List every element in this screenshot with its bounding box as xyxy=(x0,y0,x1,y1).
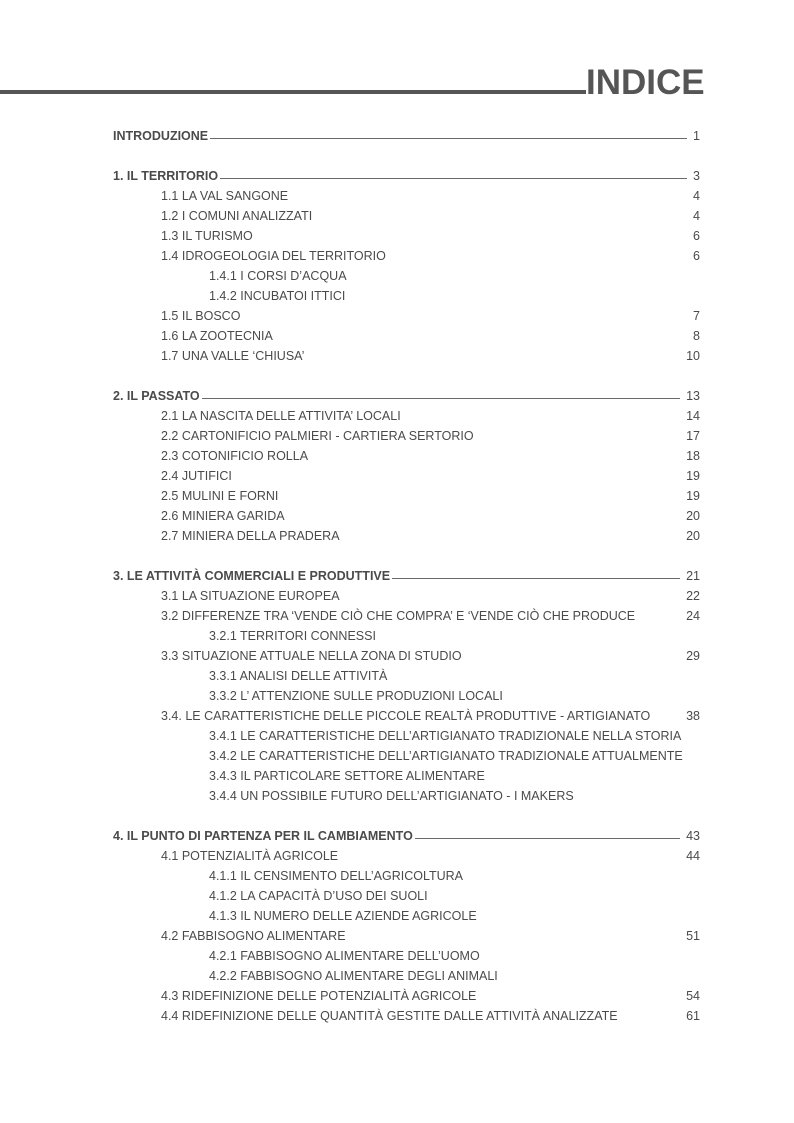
toc-entry-title: 3.3.2 L’ ATTENZIONE SULLE PRODUZIONI LOCALI xyxy=(209,689,503,703)
toc-entry-title: 2.7 MINIERA DELLA PRADERA xyxy=(161,529,340,543)
toc-entry-page: 43 xyxy=(686,829,700,843)
toc-entry-title: 1.4.2 INCUBATOI ITTICI xyxy=(209,289,346,303)
toc-entry-title: 2.6 MINIERA GARIDA xyxy=(161,509,285,523)
toc-section-entry[interactable] xyxy=(113,426,700,446)
toc-leader-line xyxy=(210,138,687,139)
toc-subsection-entry[interactable] xyxy=(113,666,700,686)
toc-subsection-entry[interactable] xyxy=(113,966,700,986)
toc-subsection-entry[interactable] xyxy=(113,766,700,786)
toc-entry-title: 4.1.1 IL CENSIMENTO DELL’AGRICOLTURA xyxy=(209,869,464,883)
toc-entry-title: 3.3 SITUAZIONE ATTUALE NELLA ZONA DI STUDIO xyxy=(161,649,462,663)
toc-section-entry[interactable] xyxy=(113,506,700,526)
toc-entry-title: 1.3 IL TURISMO xyxy=(161,229,253,243)
toc-subsection-entry[interactable] xyxy=(113,866,700,886)
toc-entry-page: 4 xyxy=(693,189,700,203)
toc-section-entry[interactable] xyxy=(113,586,700,606)
toc-entry-page: 38 xyxy=(686,709,700,723)
toc-leader-line xyxy=(202,398,680,399)
toc-chapter-entry[interactable] xyxy=(113,386,700,406)
toc-entry-page: 24 xyxy=(686,609,700,623)
toc-section-entry[interactable] xyxy=(113,246,700,266)
toc-entry-page: 61 xyxy=(686,1009,700,1023)
toc-subsection-entry[interactable] xyxy=(113,726,700,746)
toc-entry-page: 14 xyxy=(686,409,700,423)
toc-entry-page: 44 xyxy=(686,849,700,863)
toc-entry-page: 1 xyxy=(693,129,700,143)
toc-subsection-entry[interactable] xyxy=(113,946,700,966)
toc-entry-page: 20 xyxy=(686,509,700,523)
toc-section-entry[interactable] xyxy=(113,326,700,346)
toc-chapter-entry[interactable] xyxy=(113,566,700,586)
toc-entry-title: 4.1 POTENZIALITÀ AGRICOLE xyxy=(161,849,339,863)
toc-entry-title: 4.2.1 FABBISOGNO ALIMENTARE DELL’UOMO xyxy=(209,949,480,963)
toc-chapter-entry[interactable] xyxy=(113,826,700,846)
toc-section-entry[interactable] xyxy=(113,226,700,246)
toc-entry-page: 21 xyxy=(686,569,700,583)
toc-entry-page: 13 xyxy=(686,389,700,403)
toc-entry-title: 3.4.3 IL PARTICOLARE SETTORE ALIMENTARE xyxy=(209,769,485,783)
toc-entry-title: 3.4.1 LE CARATTERISTICHE DELL’ARTIGIANATO TRADIZIONALE NELLA STORIA xyxy=(209,729,682,743)
toc-entry-page: 19 xyxy=(686,469,700,483)
toc-leader-line xyxy=(220,178,687,179)
toc-section-entry[interactable] xyxy=(113,526,700,546)
toc-entry-title: 4. IL PUNTO DI PARTENZA PER IL CAMBIAMENTO xyxy=(113,829,413,843)
toc-entry-title: 1.6 LA ZOOTECNIA xyxy=(161,329,273,343)
toc-subsection-entry[interactable] xyxy=(113,286,700,306)
toc-leader-line xyxy=(415,838,680,839)
toc-section-entry[interactable] xyxy=(113,606,700,626)
toc-entry-title: 1. IL TERRITORIO xyxy=(113,169,219,183)
toc-entry-page: 19 xyxy=(686,489,700,503)
toc-chapter-entry[interactable] xyxy=(113,126,700,146)
toc-entry-title: 3.4. LE CARATTERISTICHE DELLE PICCOLE REALTÀ PRODUTTIVE - ARTIGIANATO xyxy=(161,709,651,723)
toc-entry-title: 4.1.2 LA CAPACITÀ D’USO DEI SUOLI xyxy=(209,889,428,903)
toc-entry-title: 1.7 UNA VALLE ‘CHIUSA’ xyxy=(161,349,305,363)
toc-entry-page: 51 xyxy=(686,929,700,943)
toc-entry-title: 2.2 CARTONIFICIO PALMIERI - CARTIERA SERTORIO xyxy=(161,429,474,443)
toc-section-entry[interactable] xyxy=(113,406,700,426)
toc-chapter-entry[interactable] xyxy=(113,166,700,186)
toc-section-entry[interactable] xyxy=(113,206,700,226)
toc-entry-title: 2.3 COTONIFICIO ROLLA xyxy=(161,449,309,463)
toc-subsection-entry[interactable] xyxy=(113,746,700,766)
title-rule xyxy=(0,90,586,94)
toc-entry-title: 3.2.1 TERRITORI CONNESSI xyxy=(209,629,376,643)
toc-entry-title: 3.4.4 UN POSSIBILE FUTURO DELL’ARTIGIANATO - I MAKERS xyxy=(209,789,574,803)
toc-subsection-entry[interactable] xyxy=(113,266,700,286)
toc-subsection-entry[interactable] xyxy=(113,906,700,926)
toc-section-entry[interactable] xyxy=(113,486,700,506)
toc-entry-title: 1.2 I COMUNI ANALIZZATI xyxy=(161,209,313,223)
toc-entry-title: 3.4.2 LE CARATTERISTICHE DELL’ARTIGIANATO TRADIZIONALE ATTUALMENTE xyxy=(209,749,683,763)
toc-section-entry[interactable] xyxy=(113,706,700,726)
toc-entry-page: 22 xyxy=(686,589,700,603)
toc-entry-title: 1.4.1 I CORSI D’ACQUA xyxy=(209,269,347,283)
toc-entry-page: 20 xyxy=(686,529,700,543)
toc-entry-title: 4.3 RIDEFINIZIONE DELLE POTENZIALITÀ AGRICOLE xyxy=(161,989,477,1003)
toc-entry-page: 4 xyxy=(693,209,700,223)
toc-section-entry[interactable] xyxy=(113,306,700,326)
page-title: INDICE xyxy=(586,63,705,102)
toc-entry-title: 2.5 MULINI E FORNI xyxy=(161,489,279,503)
toc-entry-title: INTRODUZIONE xyxy=(113,129,209,143)
toc-entry-title: 1.4 IDROGEOLOGIA DEL TERRITORIO xyxy=(161,249,386,263)
toc-entry-page: 18 xyxy=(686,449,700,463)
toc-entry-title: 2.4 JUTIFICI xyxy=(161,469,232,483)
toc-entry-page: 3 xyxy=(693,169,700,183)
toc-section-entry[interactable] xyxy=(113,986,700,1006)
toc-entry-page: 8 xyxy=(693,329,700,343)
toc-leader-line xyxy=(392,578,680,579)
toc-entry-page: 54 xyxy=(686,989,700,1003)
toc-subsection-entry[interactable] xyxy=(113,686,700,706)
toc-entry-title: 3.2 DIFFERENZE TRA ‘VENDE CIÒ CHE COMPRA’ E ‘VENDE CIÒ CHE PRODUCE xyxy=(161,609,636,623)
toc-section-entry[interactable] xyxy=(113,466,700,486)
toc-entry-title: 1.1 LA VAL SANGONE xyxy=(161,189,289,203)
toc-entry-title: 2.1 LA NASCITA DELLE ATTIVITA’ LOCALI xyxy=(161,409,401,423)
toc-entry-page: 29 xyxy=(686,649,700,663)
toc-entry-title: 4.4 RIDEFINIZIONE DELLE QUANTITÀ GESTITE DALLE ATTIVITÀ ANALIZZATE xyxy=(161,1009,618,1023)
toc-entry-title: 4.2 FABBISOGNO ALIMENTARE xyxy=(161,929,346,943)
toc-section-entry[interactable] xyxy=(113,346,700,366)
toc-section-entry[interactable] xyxy=(113,846,700,866)
toc-entry-page: 7 xyxy=(693,309,700,323)
toc-section-entry[interactable] xyxy=(113,446,700,466)
toc-entry-page: 10 xyxy=(686,349,700,363)
toc-section-entry[interactable] xyxy=(113,646,700,666)
toc-section-entry[interactable] xyxy=(113,926,700,946)
toc-entry-title: 4.1.3 IL NUMERO DELLE AZIENDE AGRICOLE xyxy=(209,909,477,923)
toc-entry-title: 3. LE ATTIVITÀ COMMERCIALI E PRODUTTIVE xyxy=(113,569,391,583)
toc-subsection-entry[interactable] xyxy=(113,626,700,646)
toc-entry-page: 6 xyxy=(693,229,700,243)
toc-entry-page: 17 xyxy=(686,429,700,443)
toc-entry-title: 1.5 IL BOSCO xyxy=(161,309,241,323)
toc-section-entry[interactable] xyxy=(113,186,700,206)
toc-entry-page: 6 xyxy=(693,249,700,263)
toc-entry-title: 3.1 LA SITUAZIONE EUROPEA xyxy=(161,589,340,603)
toc-subsection-entry[interactable] xyxy=(113,886,700,906)
toc-subsection-entry[interactable] xyxy=(113,786,700,806)
toc-section-entry[interactable] xyxy=(113,1006,700,1026)
toc-entry-title: 2. IL PASSATO xyxy=(113,389,200,403)
toc-entry-title: 4.2.2 FABBISOGNO ALIMENTARE DEGLI ANIMALI xyxy=(209,969,498,983)
toc-entry-title: 3.3.1 ANALISI DELLE ATTIVITÀ xyxy=(209,669,388,683)
